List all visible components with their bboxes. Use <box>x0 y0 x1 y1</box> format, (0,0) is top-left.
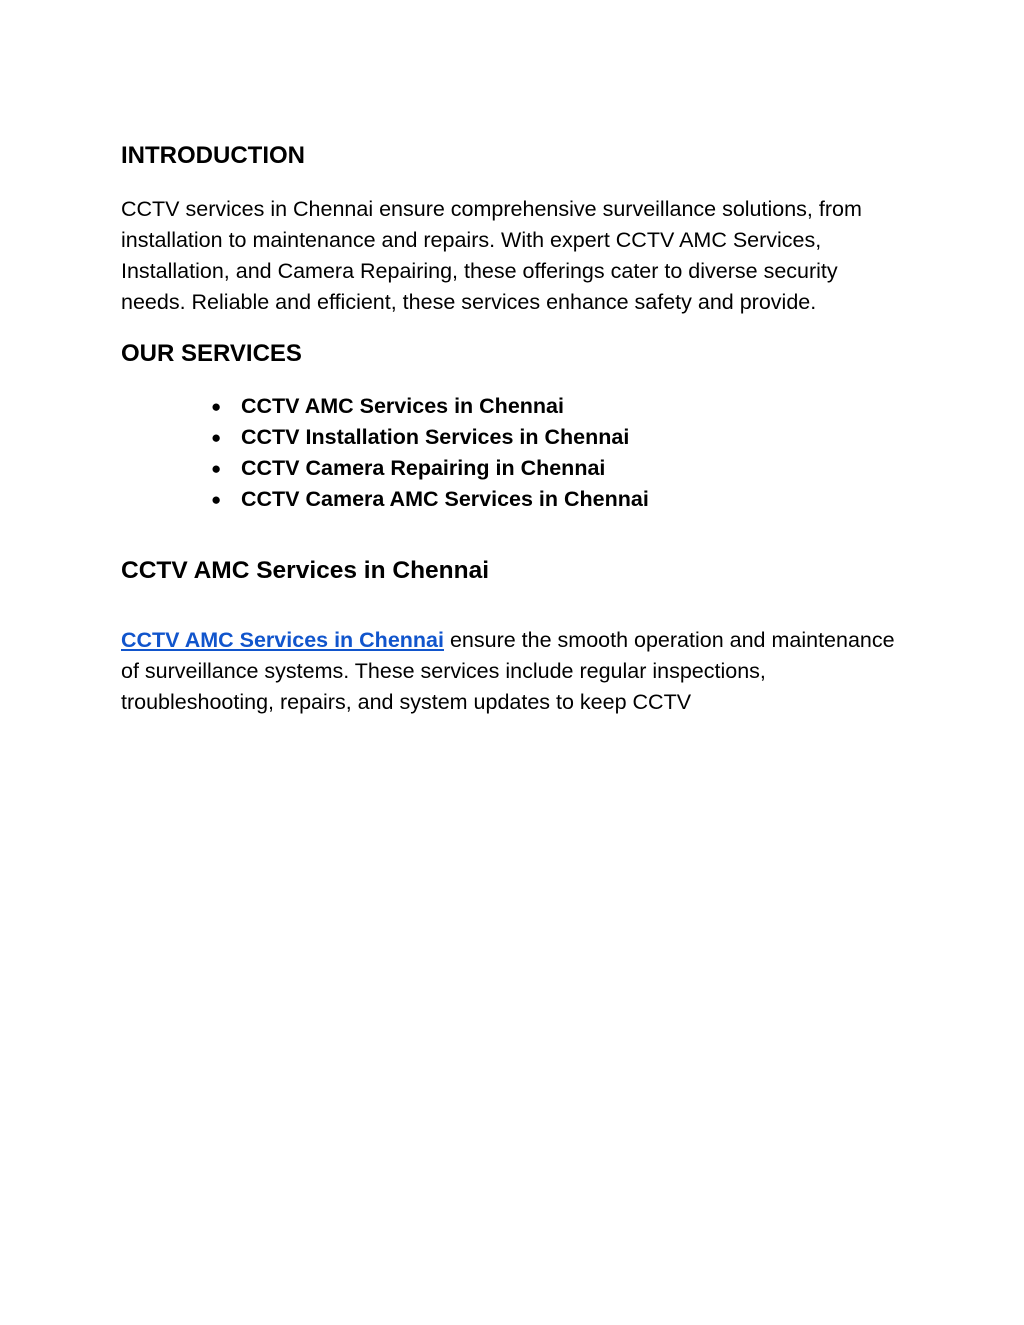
our-services-heading: OUR SERVICES <box>121 340 302 367</box>
service-item-label: CCTV AMC Services in Chennai <box>241 394 564 418</box>
services-list <box>121 391 901 515</box>
service-item-label: CCTV Camera AMC Services in Chennai <box>241 487 649 511</box>
amc-section-text: ensure the smooth operation and maintenance of surveillance systems. These services include regular inspections, troubleshooting, repairs, and system updates to keep CCTV <box>121 628 895 714</box>
bullet-icon: ● <box>211 490 222 509</box>
bullet-icon: ● <box>211 428 222 447</box>
amc-section-heading: CCTV AMC Services in Chennai <box>121 557 490 584</box>
list-item <box>211 453 901 484</box>
introduction-heading: INTRODUCTION <box>121 142 305 169</box>
amc-section-paragraph <box>121 625 901 718</box>
document-content <box>121 140 901 718</box>
introduction-paragraph: CCTV services in Chennai ensure comprehensive surveillance solutions, from installation to maintenance and repairs. With expert CCTV AMC Services, Installation, and Camera Repairing, these offerings cater to diverse security needs. Reliable and efficient, these services enhance safety and provide. <box>121 197 862 314</box>
list-item <box>211 391 901 422</box>
service-item-label: CCTV Camera Repairing in Chennai <box>241 456 606 480</box>
amc-services-link[interactable]: CCTV AMC Services in Chennai <box>121 628 444 652</box>
service-item-label: CCTV Installation Services in Chennai <box>241 425 630 449</box>
list-item <box>211 422 901 453</box>
list-item <box>211 484 901 515</box>
bullet-icon: ● <box>211 459 222 478</box>
bullet-icon: ● <box>211 397 222 416</box>
